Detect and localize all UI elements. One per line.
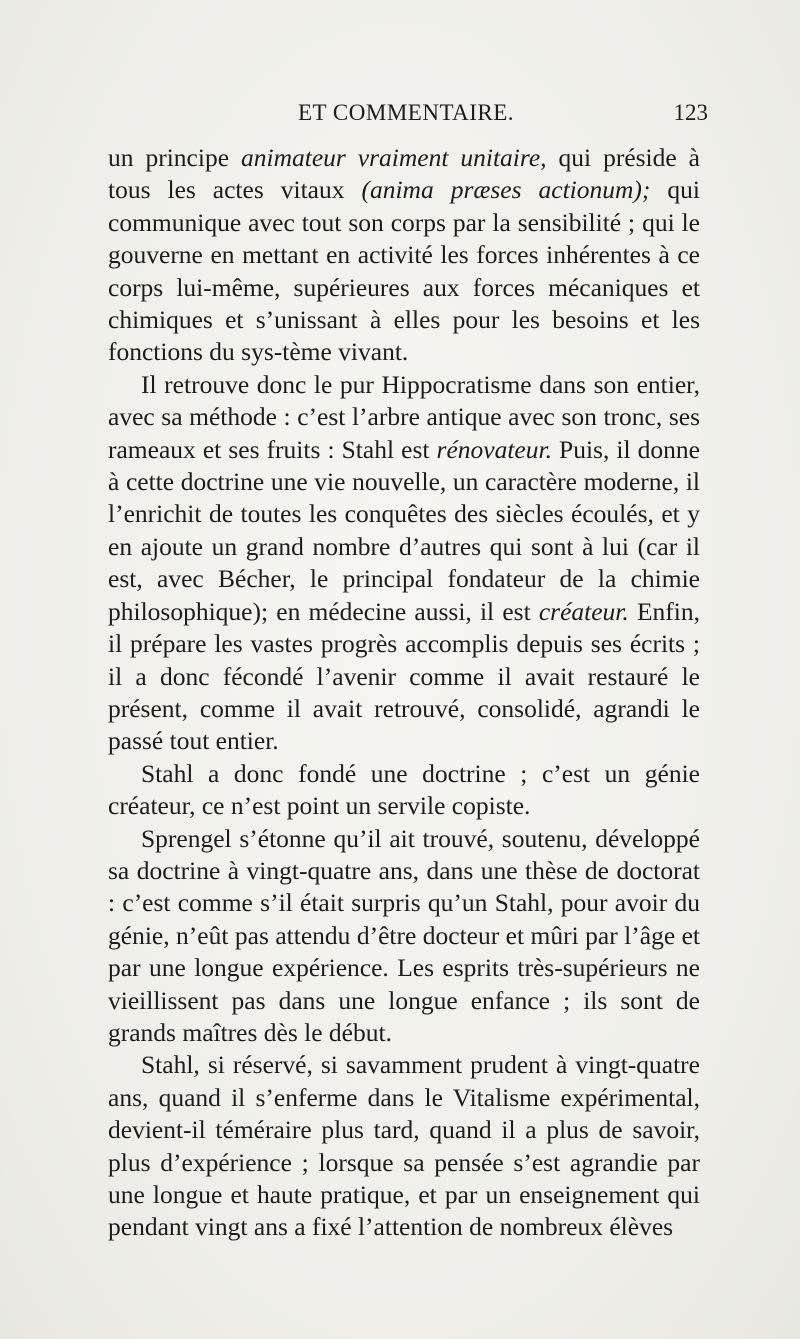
text-run: qui préside à tous les actes vitaux	[108, 143, 700, 205]
text-run: Sprengel s’étonne qu’il ait trouvé, soutenu, développé sa doctrine à vingt-quatre ans, dans une thèse de doctorat : c’est comme s’il était surpris qu’un Stahl, pour avoir du génie, n’eût pas attendu d’être docteur et mûri par l’âge et par une longue expérience. Les esprits très-supérieurs ne vieillissent pas dans une longue enfance ; ils sont de grands maîtres dès le début.	[108, 823, 700, 1047]
paragraph	[108, 369, 700, 758]
running-title: ET COMMENTAIRE.	[298, 100, 515, 125]
paragraph-continuation	[108, 142, 700, 369]
body-text	[108, 142, 700, 1244]
italic-word: créateur.	[538, 596, 629, 626]
text-run: Enfin, il prépare les vastes progrès accomplis depuis ses écrits ; il a donc fécondé l’avenir comme il avait restauré le présent, comme il avait retrouvé, consolidé, agrandi le passé tout entier.	[108, 596, 700, 756]
text-run: Stahl, si réservé, si savamment prudent à vingt-quatre ans, quand il s’enferme dans le Vitalisme expérimental, devient-il téméraire plus tard, quand il a plus de savoir, plus d’expérience ; lorsque sa pensée s’est agrandie par une longue et haute pratique, et par un enseignement qui pendant vingt ans a fixé l’attention de nombreux élèves	[108, 1050, 700, 1242]
page-header	[108, 100, 708, 134]
page-number: 123	[673, 100, 708, 125]
italic-word: rénovateur.	[436, 434, 552, 464]
text-run: un principe	[108, 143, 241, 172]
paragraph	[108, 1049, 700, 1243]
text-run: Il retrouve donc le pur Hippocratisme dans son entier, avec sa méthode : c’est l’arbre antique avec son tronc, ses rameaux et ses fruits : Stahl est	[108, 369, 700, 464]
italic-phrase: animateur vraiment unitaire,	[240, 143, 547, 172]
text-run: qui communique avec tout son corps par la sensibilité ; qui le gouverne en mettant en activité les forces inhérentes à ce corps lui-même, supérieures aux forces mécaniques et chimiques et s’unissant à elles pour les besoins et les fonctions du sys-tème vivant.	[108, 175, 700, 367]
text-run: Stahl a donc fondé une doctrine ; c’est un génie créateur, ce n’est point un servile copiste.	[108, 758, 700, 821]
italic-latin-phrase: (anima præses actionum);	[361, 175, 651, 205]
paragraph	[108, 823, 700, 1050]
text-run: Puis, il donne à cette doctrine une vie nouvelle, un caractère moderne, il l’enrichit de toutes les conquêtes des siècles écoulés, et y en ajoute un grand nombre d’autres qui sont à lui (car il est, avec Bécher, le principal fondateur de la chimie philosophique); en médecine aussi, il est	[108, 434, 700, 626]
paragraph	[108, 758, 700, 823]
